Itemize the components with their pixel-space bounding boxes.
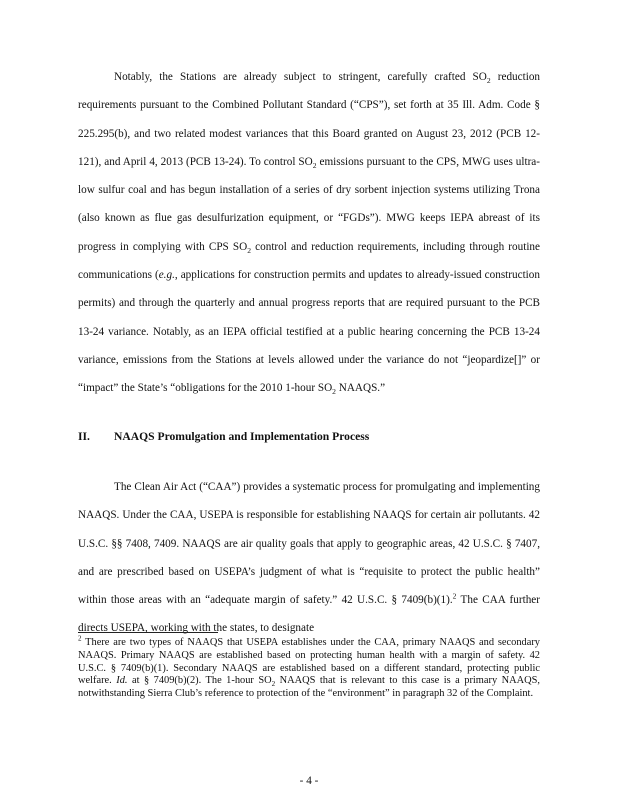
footnote-reference[interactable]: 2 xyxy=(452,591,457,601)
paragraph-2-text-a: The Clean Air Act (“CAA”) provides a systematic process for promulgating and implementing NAAQS. Under the CAA, USEPA is responsible for establishing NAAQS for certain air pollutants. 42 U.S.C. §§ 7408, 7409. NAAQS are air quality goals that apply to geographic areas, 42 U.S.C. § 7407, and are prescribed based on USEPA’s judgment of what is “requisite to protect the public health” within those areas with an “adequate margin of safety.” 42 U.S.C. § 7409(b)(1). xyxy=(78,481,540,607)
section-number: II. xyxy=(78,430,90,443)
paragraph-1-text-d: control and reduction requirements, including through routine communications ( xyxy=(78,240,540,282)
subscript-2: 2 xyxy=(247,246,252,256)
paragraph-1-text-a: Notably, the Stations are already subject to stringent, carefully crafted SO xyxy=(114,71,487,83)
footnote-marker: 2 xyxy=(78,634,82,643)
paragraph-caa-naaqs xyxy=(78,473,540,643)
footnote-2 xyxy=(78,634,541,701)
page-number: - 4 - xyxy=(299,775,319,787)
footnote-text-a: There are two types of NAAQS that USEPA establishes under the CAA, primary NAAQS and secondary NAAQS. Primary NAAQS are established based on protecting human health with a margin of safety. 42 U.S.C. § 7409(b)(1). Secondary NAAQS are established based on a different standard, protecting public welfare. xyxy=(78,637,540,687)
paragraph-1-text-c: emissions pursuant to the CPS, MWG uses ultra-low sulfur coal and has begun installation of a series of dry sorbent injection systems utilizing Trona (also known as flue gas desulfurization equipment, or “FGDs”). MWG keeps IEPA abreast of its progress in complying with CPS SO xyxy=(78,155,540,253)
subscript-2: 2 xyxy=(332,387,336,397)
footnote-divider xyxy=(78,632,218,633)
section-title: NAAQS Promulgation and Implementation Process xyxy=(114,430,370,443)
section-heading xyxy=(78,427,540,447)
footnote-text-b: at § 7409(b)(2). The 1-hour SO xyxy=(127,675,272,687)
paragraph-1-text-f: NAAQS.” xyxy=(335,382,386,395)
footnote-subscript-2: 2 xyxy=(271,680,276,689)
footnote-text-c: NAAQS that is relevant to this case is a primary NAAQS, notwithstanding Sierra Club’s reference to protection of the “environment” in paragraph 32 of the Complaint. xyxy=(78,675,541,700)
footnote-id-cite: Id. xyxy=(116,675,128,687)
paragraph-2-text-b: The CAA further directs USEPA, working with the states, to designate xyxy=(78,594,540,635)
paragraph-1-eg: e.g. xyxy=(158,269,175,282)
paragraph-1-text-e: , applications for construction permits and updates to already-issued construction permits) and through the quarterly and annual progress reports that are required pursuant to the PCB 13-24 variance. Notably, as an IEPA official testified at a public hearing concerning the PCB 13-24 variance, emissions from the Stations at levels allowed under the variance do not “jeopardize[]” or “impact” the State’s “obligations for the 2010 1-hour SO xyxy=(78,269,540,395)
paragraph-1-text-b: reduction requirements pursuant to the Combined Pollutant Standard (“CPS”), set forth at 35 Ill. Adm. Code § 225.295(b), and two related modest variances that this Board granted on August 23, 2012 (PCB 12-121), and April 4, 2013 (PCB 13-24). To control SO xyxy=(78,71,541,168)
subscript-2: 2 xyxy=(312,161,317,171)
paragraph-stations-so2 xyxy=(78,63,540,403)
subscript-2: 2 xyxy=(486,76,491,86)
